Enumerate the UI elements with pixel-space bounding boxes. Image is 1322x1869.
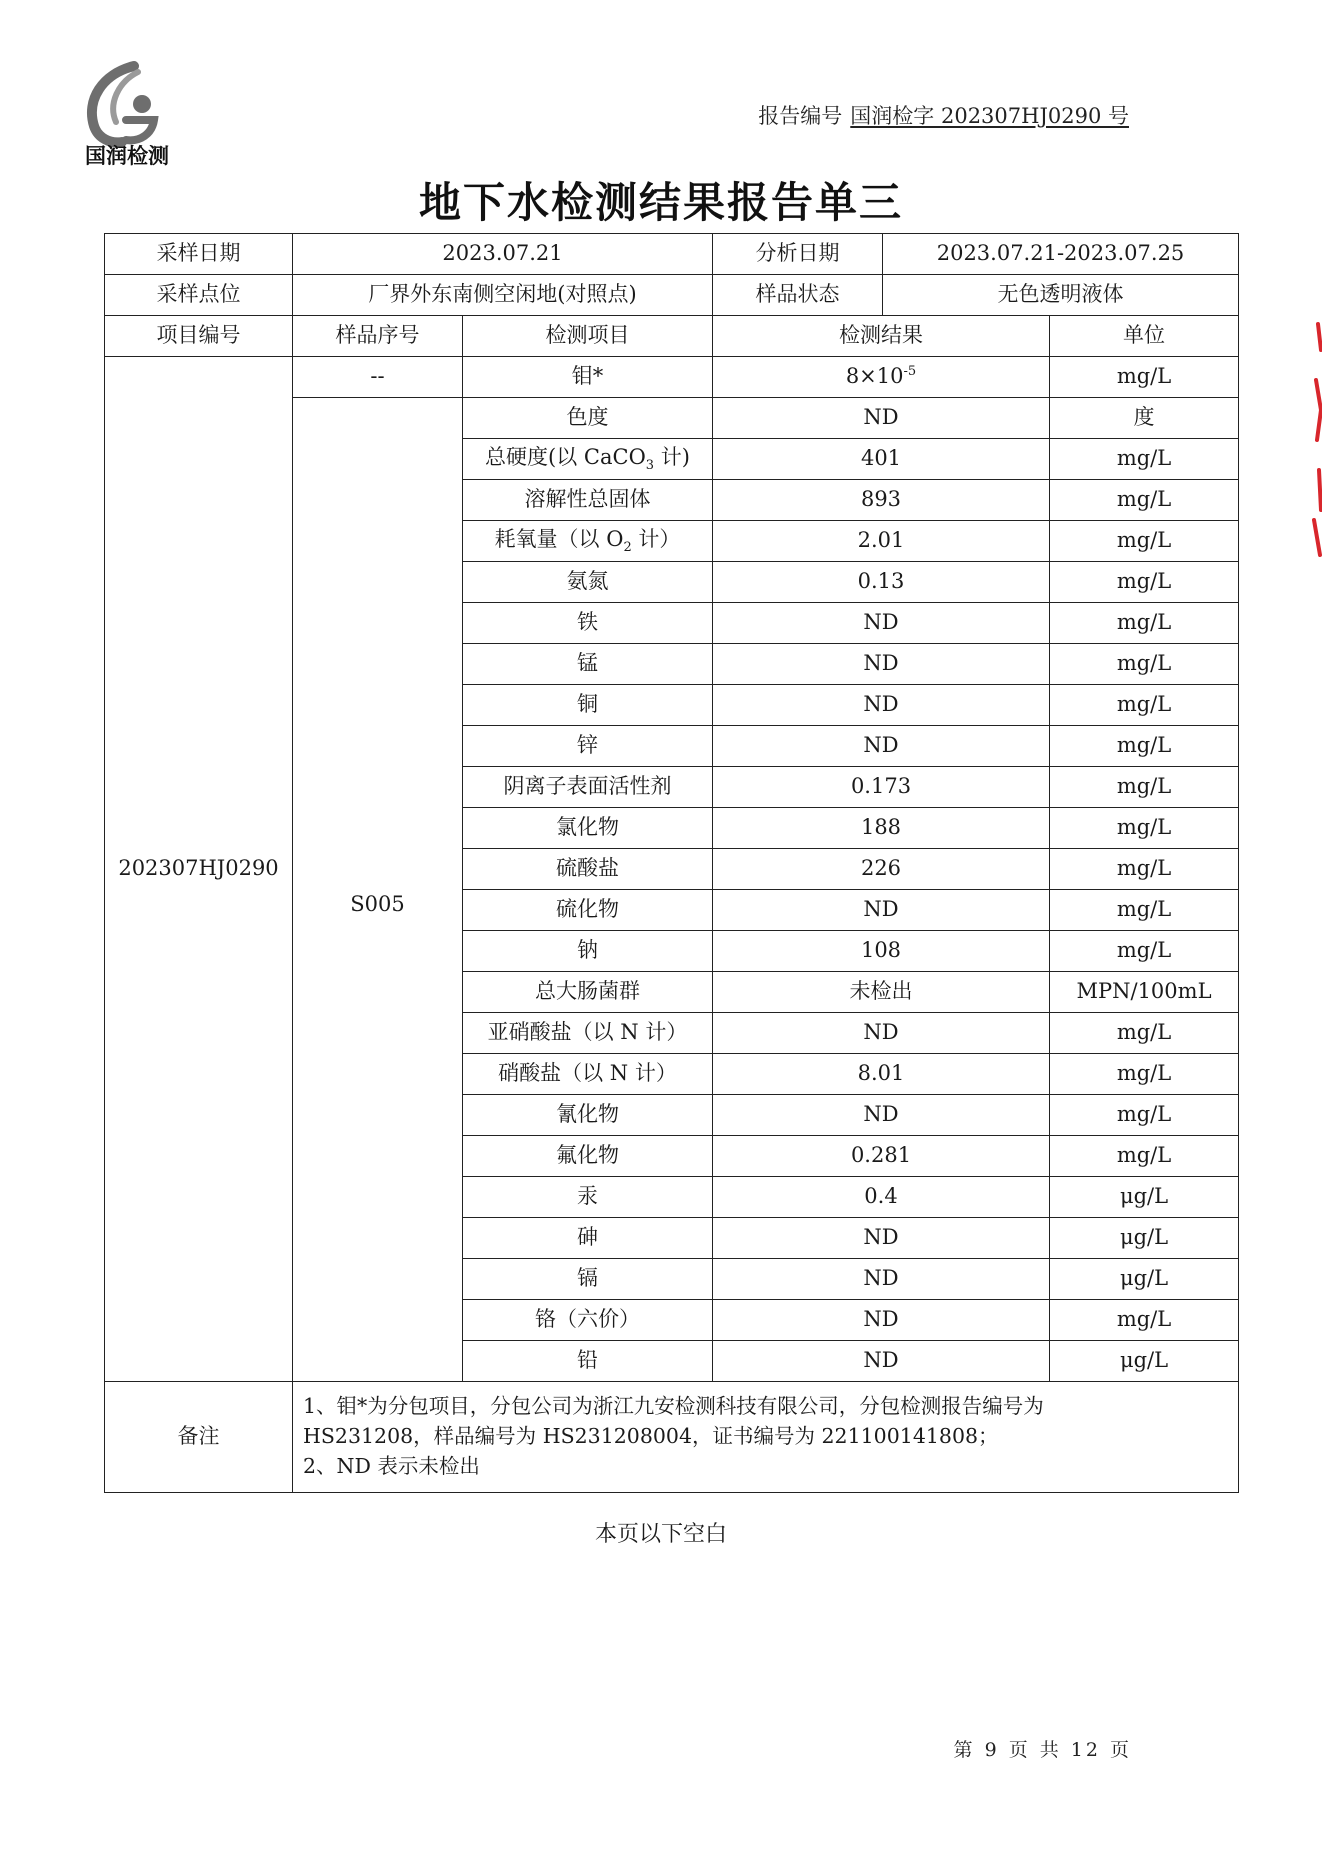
result-cell: 226 [713, 849, 1050, 890]
first-row-unit: mg/L [1050, 357, 1239, 398]
unit-cell: mg/L [1050, 562, 1239, 603]
sampling-date-label: 采样日期 [105, 234, 293, 275]
unit-cell: mg/L [1050, 726, 1239, 767]
unit-cell: mg/L [1050, 603, 1239, 644]
unit-cell: μg/L [1050, 1341, 1239, 1382]
unit-cell: mg/L [1050, 767, 1239, 808]
unit-cell: mg/L [1050, 1054, 1239, 1095]
analysis-date-value: 2023.07.21-2023.07.25 [883, 234, 1239, 275]
unit-cell: 度 [1050, 398, 1239, 439]
item-cell: 氰化物 [463, 1095, 713, 1136]
header-item: 检测项目 [463, 316, 713, 357]
item-subscript: 2 [623, 539, 632, 555]
remarks-label: 备注 [105, 1382, 293, 1493]
unit-cell: μg/L [1050, 1259, 1239, 1300]
sampling-date-value: 2023.07.21 [293, 234, 713, 275]
result-cell: 8.01 [713, 1054, 1050, 1095]
report-number-label: 报告编号 [758, 104, 843, 128]
result-cell: ND [713, 1259, 1050, 1300]
item-cell: 总大肠菌群 [463, 972, 713, 1013]
result-cell: 0.281 [713, 1136, 1050, 1177]
result-cell: ND [713, 726, 1050, 767]
item-cell: 氯化物 [463, 808, 713, 849]
sampling-point-value: 厂界外东南侧空闲地(对照点) [293, 275, 713, 316]
header-row [105, 316, 1239, 357]
result-cell: ND [713, 1341, 1050, 1382]
remarks-text [293, 1382, 1239, 1493]
remarks-row [105, 1382, 1239, 1493]
result-cell: 2.01 [713, 521, 1050, 562]
item-cell [463, 521, 713, 562]
item-cell: 氨氮 [463, 562, 713, 603]
item-text-pre: 耗氧量（以 O [494, 526, 624, 551]
result-cell: ND [713, 644, 1050, 685]
logo-text: 国润检测 [85, 144, 169, 168]
result-cell: ND [713, 1300, 1050, 1341]
sample-state-value: 无色透明液体 [883, 275, 1239, 316]
remarks-line1: 1、钼*为分包项目，分包公司为浙江九安检测科技有限公司，分包检测报告编号为 [303, 1394, 1044, 1419]
item-cell: 溶解性总固体 [463, 480, 713, 521]
sample-state-label: 样品状态 [713, 275, 883, 316]
header-sample-no: 样品序号 [293, 316, 463, 357]
result-cell: 401 [713, 439, 1050, 480]
item-cell: 铅 [463, 1341, 713, 1382]
first-row-item: 钼* [463, 357, 713, 398]
header-unit: 单位 [1050, 316, 1239, 357]
unit-cell: mg/L [1050, 644, 1239, 685]
unit-cell: μg/L [1050, 1177, 1239, 1218]
item-cell: 铬（六价） [463, 1300, 713, 1341]
item-cell: 砷 [463, 1218, 713, 1259]
info-row-2 [105, 275, 1239, 316]
item-cell: 锌 [463, 726, 713, 767]
page-number: 第 9 页 共 12 页 [953, 1739, 1132, 1761]
project-number-cell: 202307HJ0290 [105, 357, 293, 1382]
result-cell: 未检出 [713, 972, 1050, 1013]
blank-below-note: 本页以下空白 [594, 1522, 727, 1547]
item-cell: 亚硝酸盐（以 N 计） [463, 1013, 713, 1054]
result-cell: ND [713, 890, 1050, 931]
result-cell: 893 [713, 480, 1050, 521]
unit-cell: mg/L [1050, 521, 1239, 562]
report-number-line [758, 100, 1129, 130]
item-text-pre: 总硬度(以 CaCO [485, 444, 646, 469]
item-cell: 硫化物 [463, 890, 713, 931]
item-cell: 镉 [463, 1259, 713, 1300]
result-cell: ND [713, 603, 1050, 644]
item-cell: 阴离子表面活性剂 [463, 767, 713, 808]
item-cell: 汞 [463, 1177, 713, 1218]
unit-cell: mg/L [1050, 931, 1239, 972]
result-cell: ND [713, 1013, 1050, 1054]
result-cell: 188 [713, 808, 1050, 849]
sample-number-cell: S005 [293, 398, 463, 1382]
unit-cell: MPN/100mL [1050, 972, 1239, 1013]
unit-cell: mg/L [1050, 439, 1239, 480]
item-cell: 锰 [463, 644, 713, 685]
item-text-post: 计） [631, 526, 681, 551]
analysis-date-label: 分析日期 [713, 234, 883, 275]
table-row [105, 357, 1239, 398]
results-table [104, 233, 1239, 1493]
result-cell: 0.173 [713, 767, 1050, 808]
report-number-value: 国润检字 202307HJ0290 号 [850, 104, 1129, 128]
result-cell: 0.4 [713, 1177, 1050, 1218]
first-row-sample-no: -- [293, 357, 463, 398]
first-row-result-base: 8×10 [845, 364, 904, 389]
first-row-result-exp: -5 [903, 364, 917, 380]
remarks-line2: HS231208，样品编号为 HS231208004，证书编号为 221100141808； [303, 1424, 999, 1449]
item-cell: 钠 [463, 931, 713, 972]
item-subscript: 3 [645, 457, 655, 473]
item-cell: 铜 [463, 685, 713, 726]
item-cell: 氟化物 [463, 1136, 713, 1177]
unit-cell: mg/L [1050, 1136, 1239, 1177]
unit-cell: mg/L [1050, 1013, 1239, 1054]
unit-cell: μg/L [1050, 1218, 1239, 1259]
result-cell: 0.13 [713, 562, 1050, 603]
unit-cell: mg/L [1050, 849, 1239, 890]
item-cell: 硝酸盐（以 N 计） [463, 1054, 713, 1095]
logo-mark-icon [72, 60, 182, 150]
sampling-point-label: 采样点位 [105, 275, 293, 316]
item-text-post: 计) [654, 444, 690, 469]
result-cell: ND [713, 398, 1050, 439]
unit-cell: mg/L [1050, 808, 1239, 849]
header-result: 检测结果 [713, 316, 1050, 357]
unit-cell: mg/L [1050, 685, 1239, 726]
item-cell: 铁 [463, 603, 713, 644]
item-cell: 色度 [463, 398, 713, 439]
unit-cell: mg/L [1050, 1300, 1239, 1341]
remarks-line3: 2、ND 表示未检出 [303, 1453, 480, 1478]
item-cell [463, 439, 713, 480]
seal-stamp-edge-icon [1308, 320, 1322, 560]
unit-cell: mg/L [1050, 480, 1239, 521]
item-cell: 硫酸盐 [463, 849, 713, 890]
header-project-no: 项目编号 [105, 316, 293, 357]
result-cell: 108 [713, 931, 1050, 972]
first-row-result [713, 357, 1050, 398]
unit-cell: mg/L [1050, 890, 1239, 931]
page-title: 地下水检测结果报告单三 [418, 178, 903, 227]
result-cell: ND [713, 1095, 1050, 1136]
info-row-1 [105, 234, 1239, 275]
unit-cell: mg/L [1050, 1095, 1239, 1136]
result-cell: ND [713, 1218, 1050, 1259]
result-cell: ND [713, 685, 1050, 726]
